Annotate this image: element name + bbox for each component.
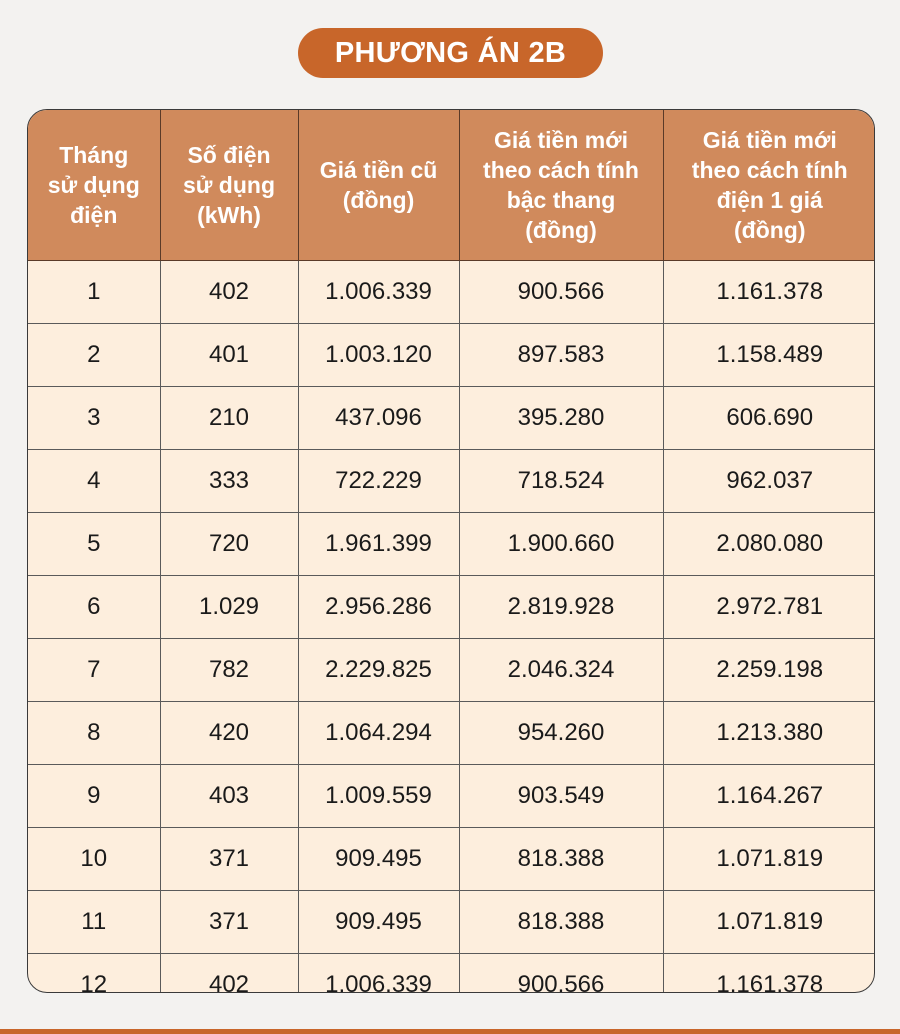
- cell-new-single-price: 1.158.489: [663, 324, 875, 387]
- cell-month: 8: [28, 702, 160, 765]
- cell-new-tiered-price: 897.583: [459, 324, 663, 387]
- cell-new-single-price: 2.259.198: [663, 639, 875, 702]
- cell-old-price: 909.495: [298, 891, 459, 954]
- cell-usage: 371: [160, 891, 298, 954]
- table-row: [28, 954, 875, 994]
- cell-old-price: 1.006.339: [298, 954, 459, 994]
- cell-usage: 402: [160, 954, 298, 994]
- column-header-month: [28, 110, 160, 261]
- tariff-table-container: [27, 109, 875, 993]
- header-line: sử dụng: [182, 172, 276, 198]
- header-line: Số điện: [187, 142, 271, 168]
- cell-month: 9: [28, 765, 160, 828]
- cell-usage: 720: [160, 513, 298, 576]
- cell-month: 3: [28, 387, 160, 450]
- cell-month: 1: [28, 261, 160, 324]
- cell-usage: 1.029: [160, 576, 298, 639]
- cell-new-single-price: 962.037: [663, 450, 875, 513]
- table-row: [28, 450, 875, 513]
- cell-old-price: 1.064.294: [298, 702, 459, 765]
- header-line: Giá tiền mới: [494, 127, 628, 153]
- cell-new-single-price: 606.690: [663, 387, 875, 450]
- header-line: (đồng): [733, 217, 806, 243]
- cell-new-tiered-price: 2.819.928: [459, 576, 663, 639]
- cell-usage: 402: [160, 261, 298, 324]
- cell-usage: 403: [160, 765, 298, 828]
- cell-old-price: 1.003.120: [298, 324, 459, 387]
- cell-month: 10: [28, 828, 160, 891]
- cell-usage: 420: [160, 702, 298, 765]
- cell-new-tiered-price: 2.046.324: [459, 639, 663, 702]
- bottom-accent-bar: [0, 1029, 900, 1034]
- header-row: [28, 110, 875, 261]
- header-line: Giá tiền mới: [702, 127, 837, 153]
- column-header-usage: [160, 110, 298, 261]
- cell-month: 7: [28, 639, 160, 702]
- header-line: điện: [70, 202, 118, 228]
- cell-month: 11: [28, 891, 160, 954]
- cell-old-price: 1.006.339: [298, 261, 459, 324]
- header-line: Giá tiền cũ: [319, 157, 438, 183]
- cell-old-price: 909.495: [298, 828, 459, 891]
- cell-new-single-price: 1.164.267: [663, 765, 875, 828]
- cell-new-single-price: 2.972.781: [663, 576, 875, 639]
- cell-new-single-price: 2.080.080: [663, 513, 875, 576]
- cell-new-tiered-price: 954.260: [459, 702, 663, 765]
- cell-month: 4: [28, 450, 160, 513]
- column-header-new-single-price: [663, 110, 875, 261]
- header-line: điện 1 giá: [716, 187, 823, 213]
- cell-new-tiered-price: 395.280: [459, 387, 663, 450]
- cell-month: 5: [28, 513, 160, 576]
- cell-usage: 401: [160, 324, 298, 387]
- cell-new-tiered-price: 903.549: [459, 765, 663, 828]
- cell-new-tiered-price: 900.566: [459, 261, 663, 324]
- cell-new-tiered-price: 718.524: [459, 450, 663, 513]
- table-row: [28, 639, 875, 702]
- cell-new-tiered-price: 900.566: [459, 954, 663, 994]
- page-title: PHƯƠNG ÁN 2B: [298, 28, 603, 78]
- table-row: [28, 702, 875, 765]
- column-header-old-price: [298, 110, 459, 261]
- cell-month: 6: [28, 576, 160, 639]
- header-line: theo cách tính: [691, 157, 848, 183]
- table-row: [28, 765, 875, 828]
- tariff-table: [28, 110, 875, 993]
- table-row: [28, 513, 875, 576]
- table-row: [28, 387, 875, 450]
- cell-new-tiered-price: 818.388: [459, 828, 663, 891]
- cell-usage: 333: [160, 450, 298, 513]
- header-line: theo cách tính: [483, 157, 639, 183]
- header-line: (đồng): [525, 217, 597, 243]
- table-row: [28, 891, 875, 954]
- cell-old-price: 2.956.286: [298, 576, 459, 639]
- cell-new-tiered-price: 818.388: [459, 891, 663, 954]
- cell-new-tiered-price: 1.900.660: [459, 513, 663, 576]
- table-header: [28, 110, 875, 261]
- header-line: Tháng: [59, 142, 129, 168]
- table-body: [28, 261, 875, 994]
- cell-usage: 210: [160, 387, 298, 450]
- cell-old-price: 437.096: [298, 387, 459, 450]
- cell-new-single-price: 1.161.378: [663, 261, 875, 324]
- table-row: [28, 576, 875, 639]
- table-row: [28, 828, 875, 891]
- cell-old-price: 1.961.399: [298, 513, 459, 576]
- cell-new-single-price: 1.071.819: [663, 891, 875, 954]
- cell-old-price: 2.229.825: [298, 639, 459, 702]
- header-line: (kWh): [197, 202, 261, 228]
- header-line: bậc thang: [506, 187, 616, 213]
- cell-new-single-price: 1.213.380: [663, 702, 875, 765]
- table-row: [28, 324, 875, 387]
- table-row: [28, 261, 875, 324]
- cell-usage: 782: [160, 639, 298, 702]
- column-header-new-tiered-price: [459, 110, 663, 261]
- cell-new-single-price: 1.071.819: [663, 828, 875, 891]
- cell-new-single-price: 1.161.378: [716, 971, 824, 993]
- header-line: sử dụng: [47, 172, 140, 198]
- cell-old-price: 1.009.559: [298, 765, 459, 828]
- cell-month: 12: [28, 954, 160, 994]
- cell-month: 2: [28, 324, 160, 387]
- cell-old-price: 722.229: [298, 450, 459, 513]
- cell-usage: 371: [160, 828, 298, 891]
- header-line: (đồng): [342, 187, 415, 213]
